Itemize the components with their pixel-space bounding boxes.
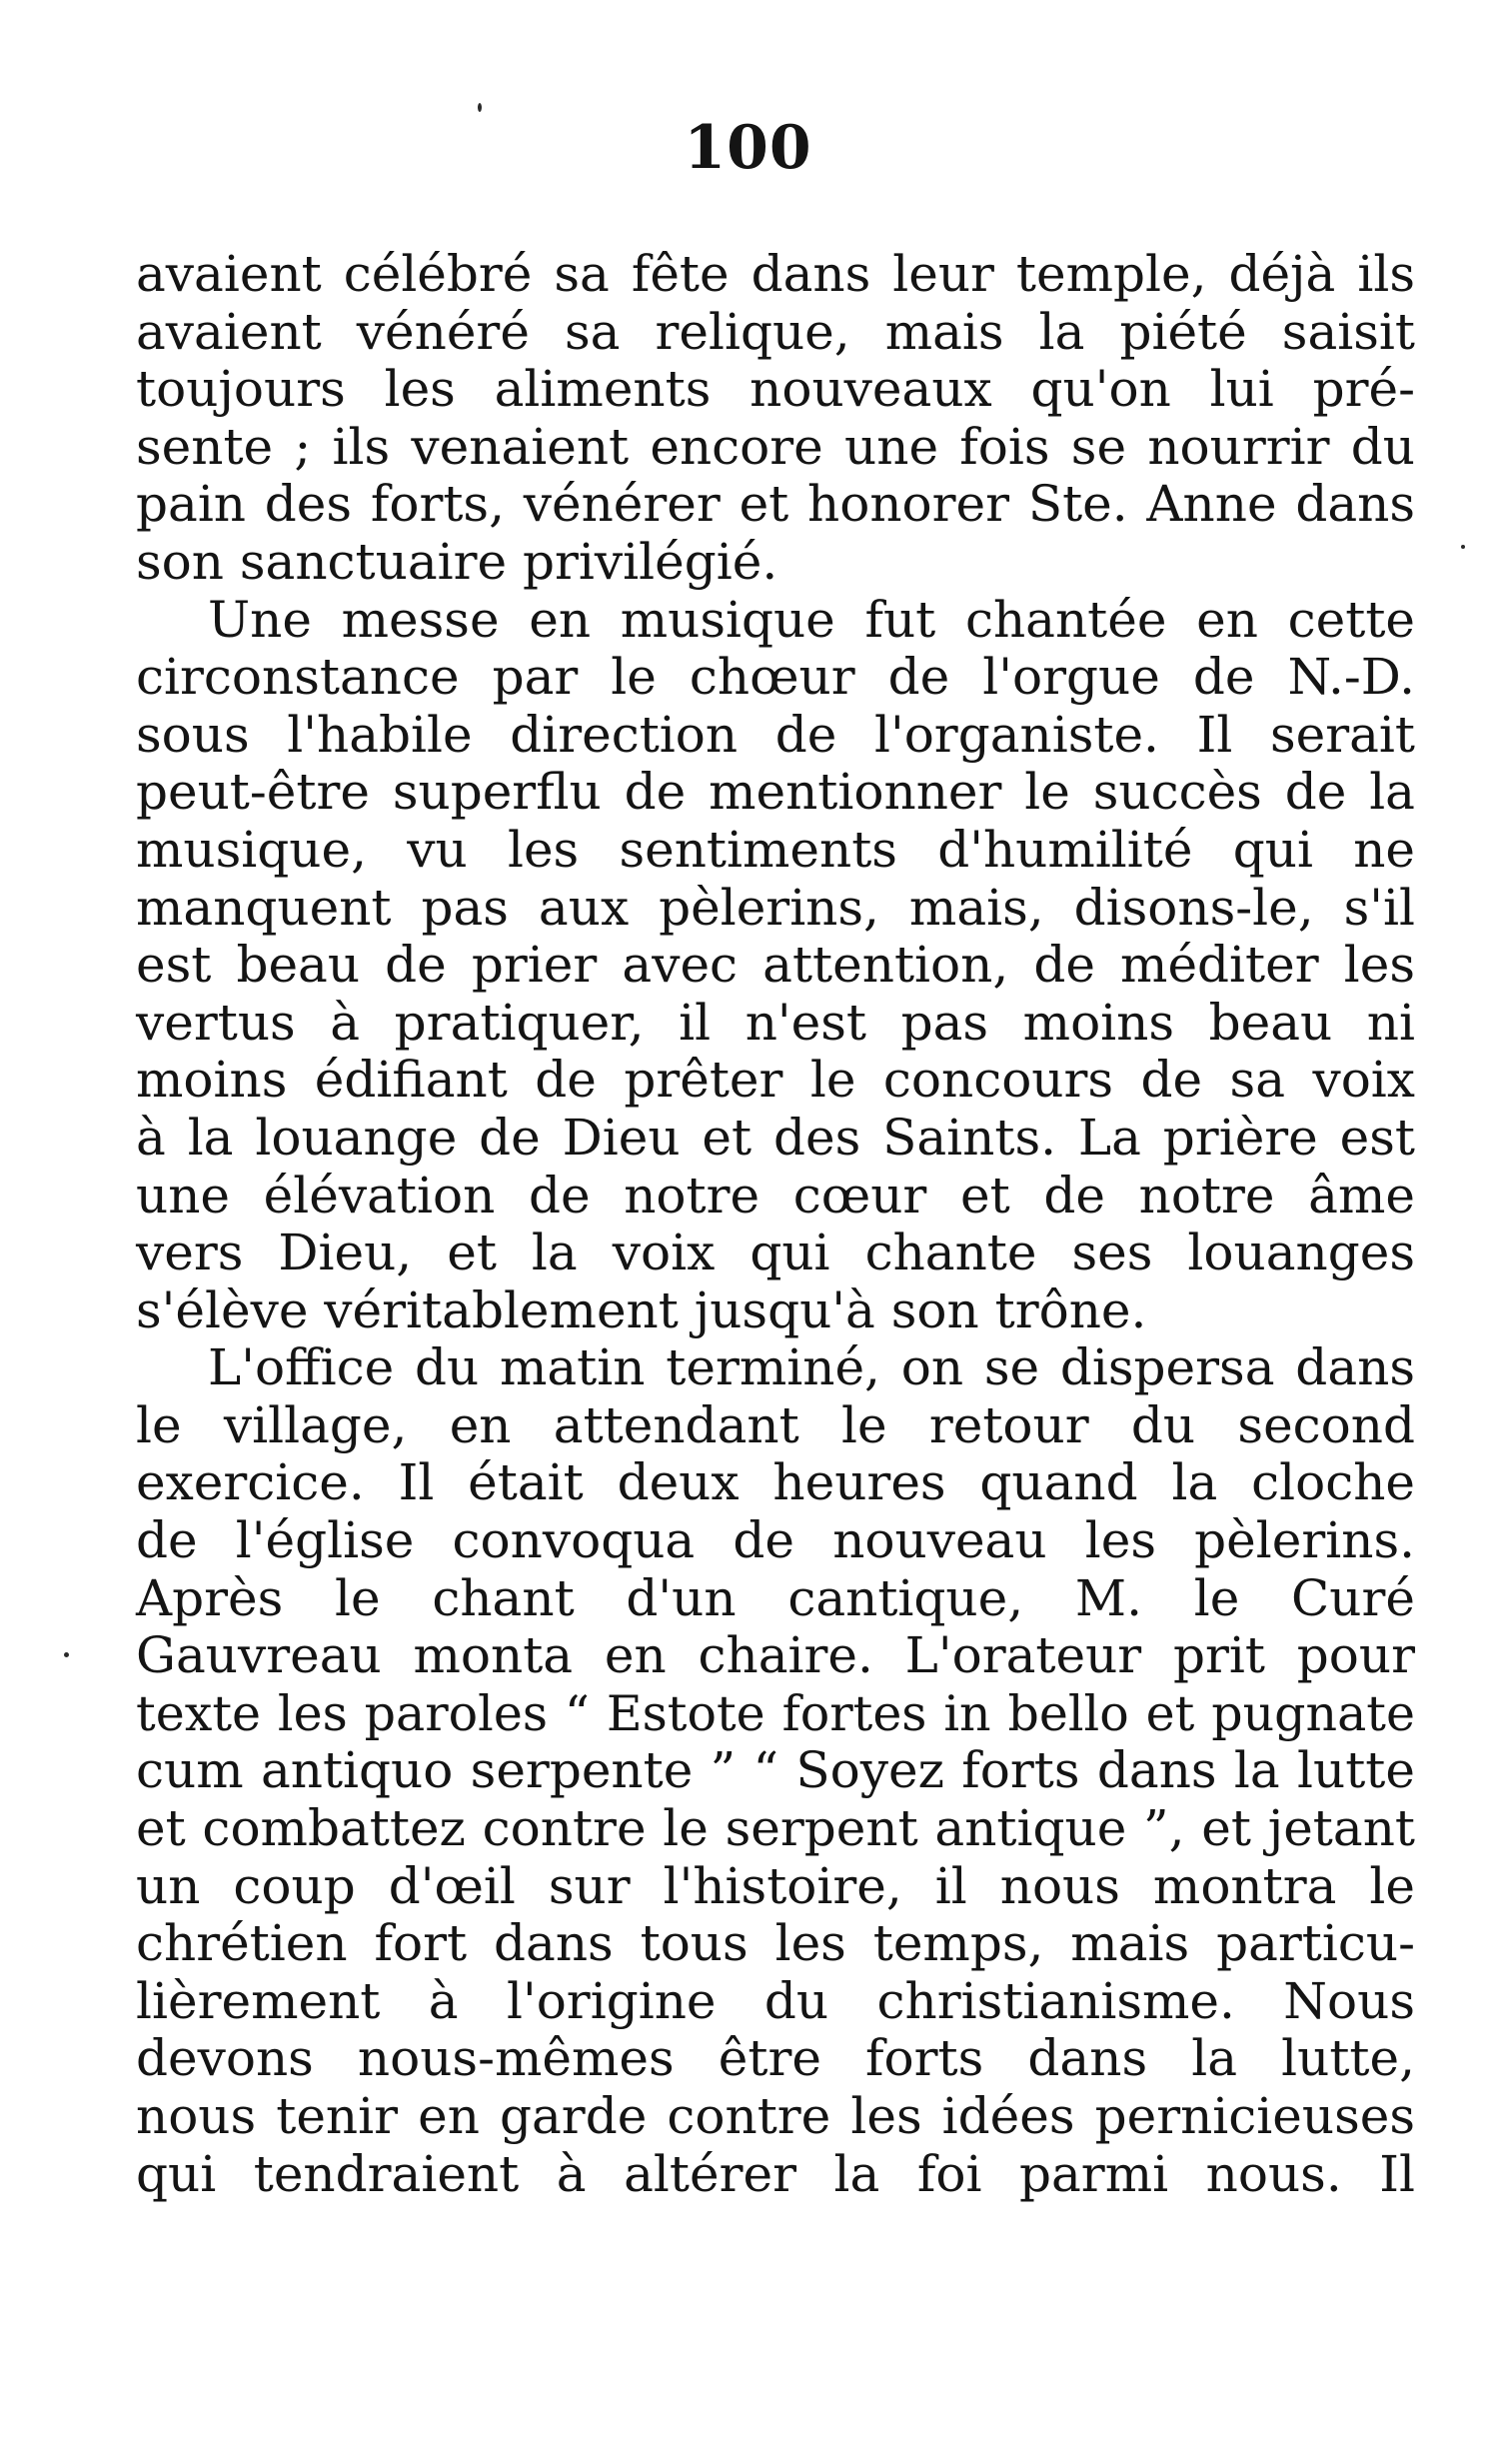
text-line: peut-être superflu de mentionner le succès de la	[136, 763, 1415, 822]
text-line: devons nous-mêmes être forts dans la lutte,	[136, 2029, 1415, 2088]
text-line: Après le chant d'un cantique, M. le Curé	[136, 1568, 1415, 1627]
body-text	[136, 246, 1415, 2203]
text-line: de l'église convoqua de nouveau les pèlerins.	[136, 1511, 1415, 1570]
text-line: nous tenir en garde contre les idées pernicieuses	[136, 2087, 1415, 2145]
text-line: à la louange de Dieu et des Saints. La prière est	[136, 1108, 1415, 1167]
text-line: avaient célébré sa fête dans leur temple, déjà ils	[136, 245, 1415, 303]
page-number: 100	[684, 113, 812, 183]
text-line: Gauvreau monta en chaire. L'orateur prit pour	[136, 1626, 1415, 1685]
text-line: une élévation de notre cœur et de notre âme	[136, 1166, 1415, 1225]
text-line: le village, en attendant le retour du second	[136, 1395, 1415, 1454]
text-line: avaient vénéré sa relique, mais la piété saisit	[136, 302, 1415, 361]
text-line: lièrement à l'origine du christianisme. Nous	[136, 1971, 1415, 2030]
print-speck	[1461, 545, 1465, 549]
text-line: manquent pas aux pèlerins, mais, disons-le, s'il	[136, 878, 1415, 937]
text-line: sous l'habile direction de l'organiste. Il serait	[136, 705, 1415, 764]
text-line: pain des forts, vénérer et honorer Ste. Anne dans	[136, 475, 1415, 534]
text-line: et combattez contre le serpent antique ”, et jetant	[136, 1799, 1415, 1858]
text-line: son sanctuaire privilégié.	[136, 532, 778, 591]
text-line: cum antiquo serpente ” “ Soyez forts dans la lutte	[136, 1741, 1415, 1800]
text-line: chrétien fort dans tous les temps, mais particu-	[136, 1914, 1415, 1973]
text-line: L'office du matin terminé, on se dispersa dans	[208, 1338, 1415, 1397]
text-line: qui tendraient à altérer la foi parmi nous. Il	[136, 2144, 1415, 2203]
text-line: vertus à pratiquer, il n'est pas moins beau ni	[136, 993, 1415, 1052]
text-line: exercice. Il était deux heures quand la cloche	[136, 1453, 1415, 1512]
text-line: sente ; ils venaient encore une fois se nourrir du	[136, 417, 1415, 476]
text-line: un coup d'œil sur l'histoire, il nous montra le	[136, 1856, 1415, 1915]
text-line: musique, vu les sentiments d'humilité qui ne	[136, 820, 1415, 879]
text-line: circonstance par le chœur de l'orgue de N.-D.	[136, 648, 1415, 707]
text-line: vers Dieu, et la voix qui chante ses louanges	[136, 1224, 1415, 1282]
text-line: est beau de prier avec attention, de méditer les	[136, 936, 1415, 995]
text-line: s'élève véritablement jusqu'à son trône.	[136, 1280, 1147, 1339]
text-line: texte les paroles “ Estote fortes in bello et pugnate	[136, 1684, 1415, 1742]
text-line: Une messe en musique fut chantée en cette	[208, 590, 1415, 649]
text-line: moins édifiant de prêter le concours de sa voix	[136, 1051, 1415, 1110]
print-speck	[64, 1652, 69, 1657]
print-speck	[478, 103, 482, 112]
text-line: toujours les aliments nouveaux qu'on lui pré-	[136, 360, 1415, 419]
